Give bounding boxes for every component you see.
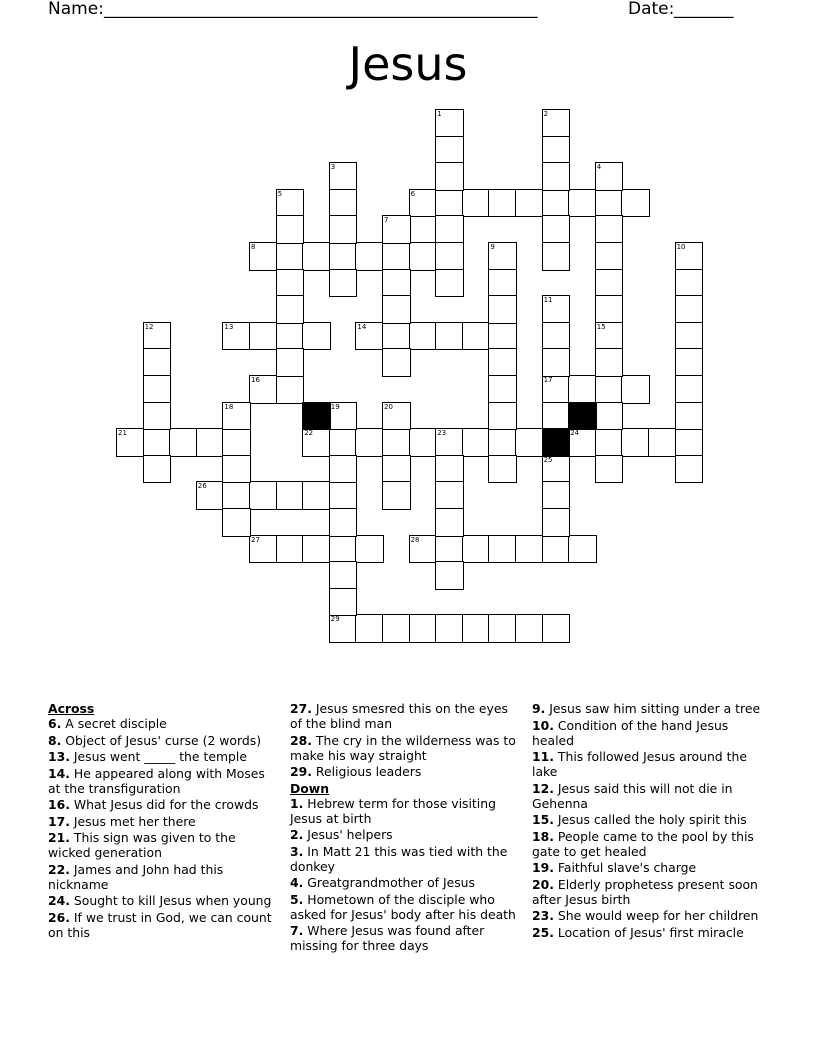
crossword-cell[interactable] [277, 243, 304, 270]
cell-number: 28 [410, 535, 420, 544]
crossword-cell[interactable] [144, 456, 171, 483]
down-clue: 11. This followed Jesus around the lake [532, 749, 747, 779]
crossword-cell[interactable] [330, 429, 357, 456]
crossword-cell[interactable] [489, 296, 516, 323]
cell-number: 2 [543, 110, 549, 118]
down-clue: 19. Faithful slave's charge [532, 860, 697, 875]
crossword-cell[interactable] [277, 323, 304, 350]
crossword-cell[interactable] [489, 323, 516, 350]
crossword-cell[interactable] [144, 429, 171, 456]
crossword-cell[interactable] [303, 536, 330, 563]
crossword-cell[interactable] [197, 429, 224, 456]
down-clue: 15. Jesus called the holy spirit this [532, 812, 747, 827]
crossword-cell[interactable] [676, 403, 703, 430]
crossword-cell[interactable] [436, 482, 463, 509]
crossword-cell[interactable] [676, 349, 703, 376]
crossword-cell[interactable] [463, 536, 490, 563]
crossword-cell[interactable] [144, 376, 171, 403]
crossword-cell[interactable] [410, 615, 437, 642]
crossword-cell[interactable] [250, 323, 277, 350]
cell-number: 21 [118, 429, 127, 438]
name-blank-line[interactable]: ___________________________________________________ [104, 0, 538, 19]
crossword-cell[interactable] [330, 456, 357, 483]
crossword-cell[interactable] [596, 429, 623, 456]
crossword-cell[interactable] [596, 216, 623, 243]
crossword-cell[interactable] [436, 270, 463, 297]
crossword-cell[interactable] [250, 482, 277, 509]
crossword-cell[interactable] [410, 243, 437, 270]
crossword-cell[interactable] [489, 536, 516, 563]
page-title: Jesus [348, 37, 468, 91]
crossword-cell[interactable] [170, 429, 197, 456]
crossword-cell[interactable] [410, 323, 437, 350]
cell-number: 25 [543, 455, 553, 464]
crossword-cell[interactable] [596, 376, 623, 403]
crossword-cell[interactable] [436, 216, 463, 243]
crossword-cell[interactable] [516, 536, 543, 563]
crossword-cell[interactable] [463, 429, 490, 456]
crossword-cell[interactable] [383, 482, 410, 509]
cell-number: 11 [543, 296, 553, 305]
crossword-cell[interactable] [277, 536, 304, 563]
across-clue: 21. This sign was given to the wicked generation [48, 830, 236, 860]
crossword-cell[interactable] [676, 456, 703, 483]
cell-number: 17 [543, 376, 553, 384]
crossword-cell[interactable] [543, 137, 570, 164]
crossword-cell[interactable] [543, 482, 570, 509]
crossword-cell[interactable] [436, 137, 463, 164]
crossword-cell[interactable] [277, 296, 304, 323]
crossword-cell[interactable] [596, 349, 623, 376]
crossword-cell[interactable] [223, 429, 250, 456]
crossword-cell[interactable] [543, 403, 570, 430]
crossword-cell[interactable] [489, 403, 516, 430]
crossword-cell[interactable] [596, 296, 623, 323]
crossword-cell[interactable] [436, 536, 463, 563]
crossword-cell[interactable] [489, 349, 516, 376]
crossword-cell[interactable] [569, 536, 596, 563]
cell-number: 15 [596, 322, 606, 331]
crossword-cell[interactable] [543, 509, 570, 536]
crossword-cell[interactable] [303, 243, 330, 270]
cell-number: 19 [330, 402, 340, 411]
crossword-cell[interactable] [649, 429, 676, 456]
across-clue: 26. If we trust in God, we can count on this [48, 909, 272, 940]
crossword-cell[interactable] [383, 615, 410, 642]
date-label: Date: [628, 0, 675, 19]
crossword-cell[interactable] [383, 270, 410, 297]
crossword-cell[interactable] [356, 429, 383, 456]
crossword-cell[interactable] [356, 243, 383, 270]
down-clue: 5. Hometown of the disciple who asked for Jesus' body after his death [290, 891, 516, 922]
crossword-cell[interactable] [543, 163, 570, 190]
crossword-cell[interactable] [543, 323, 570, 350]
cell-number: 20 [384, 402, 393, 411]
crossword-cell[interactable] [383, 349, 410, 376]
down-clue: 18. People came to the pool by this gate to get healed [532, 828, 754, 859]
crossword-cell[interactable] [410, 429, 437, 456]
down-clue: 25. Location of Jesus' first miracle [532, 924, 744, 940]
cell-number: 3 [330, 163, 336, 172]
crossword-cell[interactable] [516, 615, 543, 642]
crossword-cell[interactable] [223, 509, 250, 536]
down-clue: 7. Where Jesus was found after missing for three days [290, 923, 485, 953]
crossword-cell[interactable] [489, 429, 516, 456]
across-clue: 22. James and John had this nickname [48, 861, 224, 892]
down-clue: 4. Greatgrandmother of Jesus [290, 875, 475, 890]
across-clue: 16. What Jesus did for the crowds [48, 797, 259, 812]
black-cell [303, 403, 330, 430]
crossword-cell[interactable] [383, 323, 410, 350]
down-clue: 20. Elderly prophetess present soon after Jesus birth [532, 876, 758, 907]
crossword-cell[interactable] [277, 270, 304, 297]
crossword-cell[interactable] [516, 190, 543, 217]
crossword-cell[interactable] [383, 456, 410, 483]
crossword-cell[interactable] [543, 536, 570, 563]
crossword-cell[interactable] [330, 482, 357, 509]
crossword-cell[interactable] [436, 615, 463, 642]
crossword-cell[interactable] [330, 562, 357, 589]
cell-number: 4 [596, 163, 602, 172]
crossword-cell[interactable] [330, 589, 357, 616]
crossword-cell[interactable] [622, 429, 649, 456]
crossword-cell[interactable] [436, 243, 463, 270]
down-heading: Down [290, 780, 330, 796]
crossword-cell[interactable] [489, 456, 516, 483]
across-clue: 14. He appeared along with Moses at the transfiguration [48, 765, 265, 796]
cell-number: 9 [490, 243, 495, 251]
cell-number: 23 [437, 429, 447, 438]
crossword-cell[interactable] [543, 349, 570, 376]
across-heading: Across [48, 701, 95, 716]
across-clue: 13. Jesus went _____ the temple [48, 749, 247, 764]
crossword-cell[interactable] [144, 349, 171, 376]
crossword-cell[interactable] [596, 270, 623, 297]
crossword-cell[interactable] [303, 482, 330, 509]
across-clue: 6. A secret disciple [48, 716, 167, 731]
crossword-cell[interactable] [436, 190, 463, 217]
crossword-cell[interactable] [330, 270, 357, 297]
crossword-cell[interactable] [489, 615, 516, 642]
crossword-cell[interactable] [277, 349, 304, 376]
crossword-cell[interactable] [463, 190, 490, 217]
crossword-cell[interactable] [543, 216, 570, 243]
cell-number: 7 [384, 216, 389, 225]
down-clue: 2. Jesus' helpers [290, 827, 393, 842]
across-clue: 29. Religious leaders [290, 764, 422, 779]
crossword-cell[interactable] [596, 243, 623, 270]
name-label: Name: [48, 0, 104, 19]
crossword-cell[interactable] [223, 482, 250, 509]
cell-number: 26 [197, 482, 207, 491]
crossword-cell[interactable] [436, 456, 463, 483]
down-clue: 23. She would weep for her children [532, 908, 759, 923]
crossword-cell[interactable] [596, 190, 623, 217]
crossword-cell[interactable] [356, 615, 383, 642]
crossword-cell[interactable] [383, 243, 410, 270]
crossword-cell[interactable] [144, 403, 171, 430]
down-clue: 9. Jesus saw him sitting under a tree [532, 701, 761, 716]
cell-number: 6 [410, 189, 416, 198]
crossword-cell[interactable] [676, 376, 703, 403]
cell-number: 29 [330, 615, 340, 624]
cell-number: 27 [251, 535, 260, 544]
cell-number: 1 [437, 110, 442, 118]
crossword-cell[interactable] [569, 376, 596, 403]
crossword-cell[interactable] [489, 376, 516, 403]
crossword-cell[interactable] [569, 190, 596, 217]
crossword-cell[interactable] [622, 190, 649, 217]
crossword-cell[interactable] [543, 243, 570, 270]
crossword-cell[interactable] [330, 536, 357, 563]
crossword-cell[interactable] [436, 509, 463, 536]
crossword-cell[interactable] [330, 216, 357, 243]
down-clue: 12. Jesus said this will not die in Gehenna [532, 780, 733, 811]
crossword-cell[interactable] [436, 163, 463, 190]
crossword-cell[interactable] [436, 562, 463, 589]
cell-number: 10 [676, 243, 686, 251]
cell-number: 5 [277, 189, 283, 198]
clues-column-2 [290, 701, 520, 955]
crossword-cell[interactable] [516, 429, 543, 456]
across-clue: 27. Jesus smesred this on the eyes of the blind man [290, 701, 508, 731]
down-clue: 1. Hebrew term for those visiting Jesus at birth [290, 795, 496, 826]
crossword-cell[interactable] [596, 456, 623, 483]
cell-number: 14 [357, 322, 367, 331]
crossword-cell[interactable] [463, 615, 490, 642]
crossword-cell[interactable] [676, 429, 703, 456]
crossword-cell[interactable] [277, 376, 304, 403]
crossword-cell[interactable] [303, 323, 330, 350]
crossword-cell[interactable] [543, 615, 570, 642]
across-clue: 17. Jesus met her there [48, 813, 196, 829]
crossword-cell[interactable] [356, 536, 383, 563]
black-cell [569, 403, 596, 430]
cell-number: 18 [224, 402, 234, 411]
clues-column-3 [532, 701, 767, 941]
crossword-cell[interactable] [330, 190, 357, 217]
cell-number: 16 [251, 376, 260, 384]
crossword-cell[interactable] [489, 270, 516, 297]
crossword-cell[interactable] [622, 376, 649, 403]
crossword-cell[interactable] [383, 429, 410, 456]
cell-number: 24 [570, 429, 580, 438]
cell-number: 8 [251, 243, 256, 251]
crossword-cell[interactable] [596, 403, 623, 430]
crossword-cell[interactable] [489, 190, 516, 217]
cell-number: 12 [144, 322, 154, 331]
crossword-cell[interactable] [676, 323, 703, 350]
crossword-cell[interactable] [676, 296, 703, 323]
crossword-cell[interactable] [223, 456, 250, 483]
down-clue: 3. In Matt 21 this was tied with the donkey [290, 843, 508, 874]
across-clue: 28. The cry in the wilderness was to make his way straight [290, 732, 516, 763]
crossword-cell[interactable] [330, 509, 357, 536]
cell-number: 22 [304, 429, 314, 438]
crossword-cell[interactable] [676, 270, 703, 297]
crossword-cell[interactable] [463, 323, 490, 350]
black-cell [543, 429, 570, 456]
crossword-cell[interactable] [277, 216, 304, 243]
crossword-cell[interactable] [383, 296, 410, 323]
across-clue: 8. Object of Jesus' curse (2 words) [48, 732, 262, 748]
down-clue: 10. Condition of the hand Jesus healed [532, 717, 729, 748]
cell-number: 13 [224, 322, 234, 331]
date-blank-line[interactable]: _______ [674, 0, 734, 19]
crossword-cell[interactable] [543, 190, 570, 217]
crossword-cell[interactable] [436, 323, 463, 350]
across-clue: 24. Sought to kill Jesus when young [48, 893, 272, 908]
clues-column-1 [48, 701, 273, 941]
crossword-cell[interactable] [277, 482, 304, 509]
crossword-cell[interactable] [330, 243, 357, 270]
